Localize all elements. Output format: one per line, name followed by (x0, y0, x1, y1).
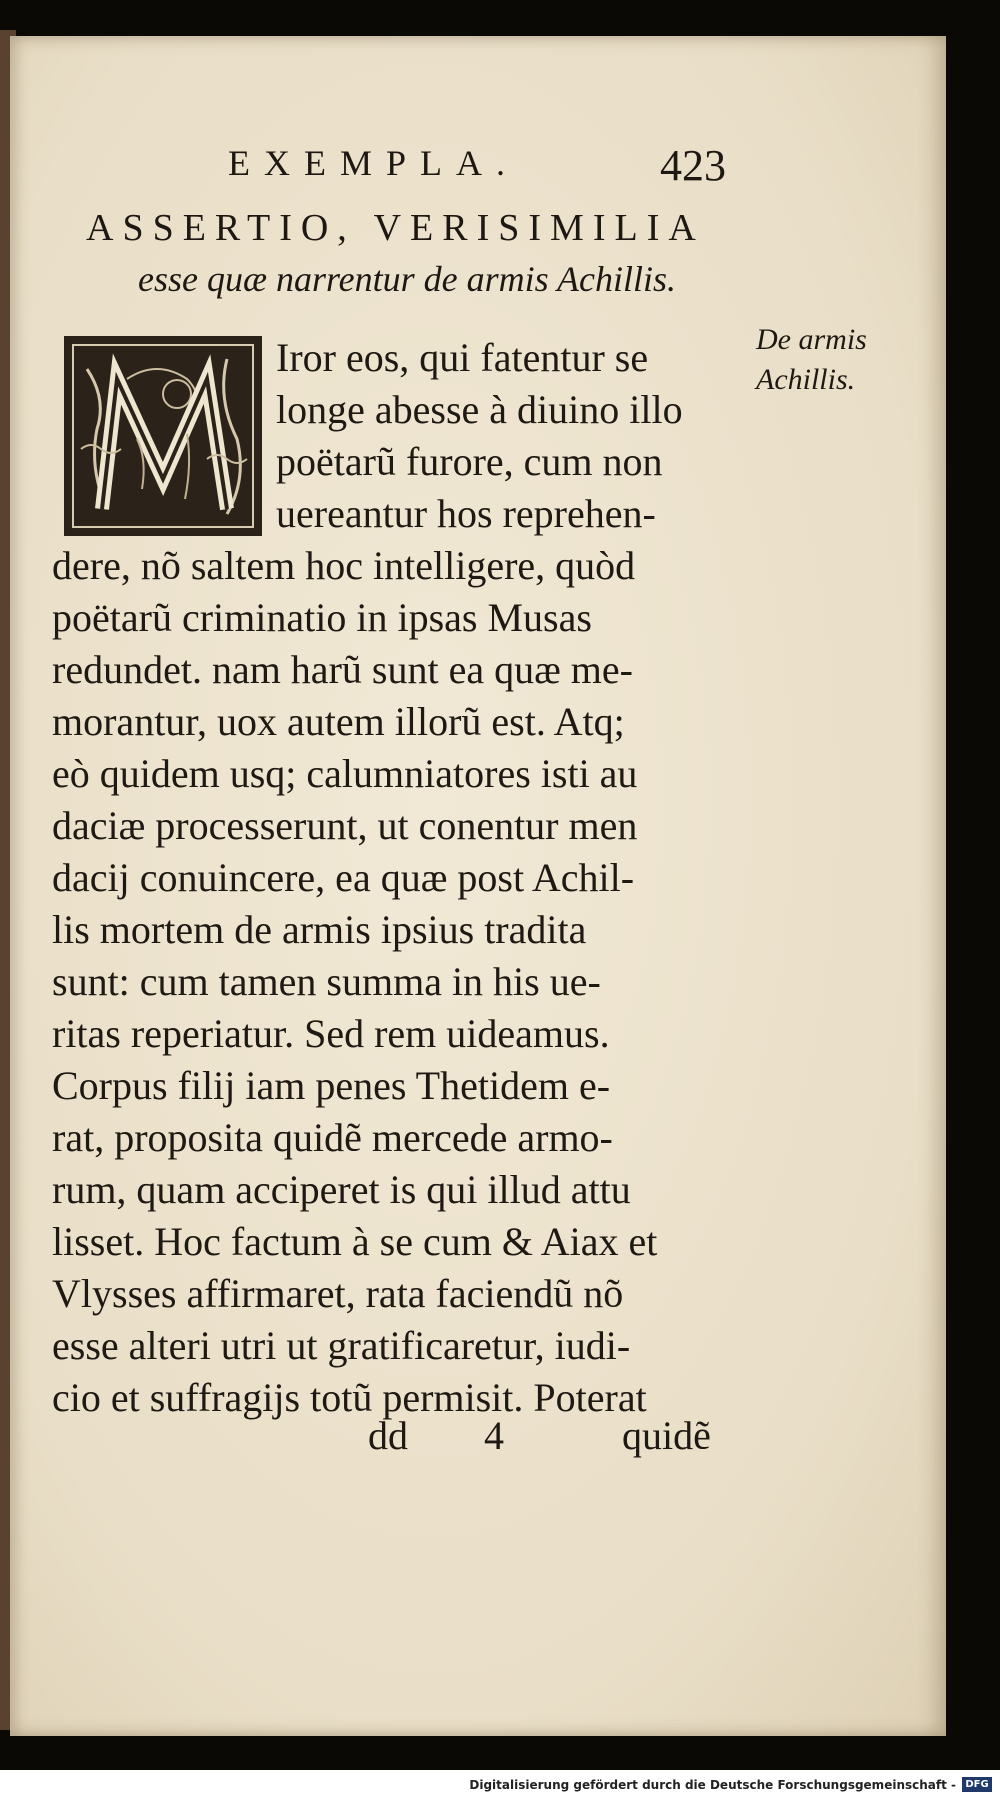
body-line: cio et suffragijs totũ permisit. Poterat (52, 1375, 647, 1420)
body-line: rat, proposita quidẽ mercede armo- (52, 1115, 613, 1160)
chapter-title-line-1: ASSERTIO, VERISIMILIA (86, 207, 705, 249)
signature-number: 4 (484, 1413, 504, 1458)
dfg-logo-icon: DFG (962, 1777, 992, 1792)
body-line: Iror eos, qui fatentur se (276, 335, 649, 380)
chapter-title-line-2: esse quæ narrentur de armis Achillis. (138, 259, 676, 299)
body-line: lisset. Hoc factum à se cum & Aiax et (52, 1219, 658, 1264)
digitization-footer (0, 1770, 1000, 1800)
body-line: Vlysses affirmaret, rata faciendũ nõ (52, 1271, 624, 1316)
body-line: dere, nõ saltem hoc intelligere, quòd (52, 543, 636, 588)
body-line: poëtarũ criminatio in ipsas Musas (52, 595, 592, 640)
signature-mark: dd (368, 1413, 408, 1458)
body-line: longe abesse à diuino illo (276, 387, 683, 432)
body-line: dacij conuincere, ea quæ post Achil- (52, 855, 635, 900)
running-head: EXEMPLA. (228, 143, 519, 183)
body-line: ritas reperiatur. Sed rem uideamus. (52, 1011, 610, 1056)
body-line: rum, quam acciperet is qui illud attu (52, 1167, 631, 1212)
body-line: eò quidem usq; calumniatores isti au (52, 751, 638, 796)
footer-credit: Digitalisierung gefördert durch die Deutsche Forschungsgemeinschaft - (469, 1778, 956, 1792)
body-line: sunt: cum tamen summa in his ue- (52, 959, 601, 1004)
woodcut-initial-image (67, 339, 259, 533)
marginal-note-line-1: De armis (756, 323, 867, 356)
body-line: esse alteri utri ut gratificaretur, iudi- (52, 1323, 631, 1368)
page-number: 423 (660, 141, 726, 190)
body-line: morantur, uox autem illorũ est. Atq; (52, 699, 625, 744)
body-line: Corpus filij iam penes Thetidem e- (52, 1063, 611, 1108)
marginal-note-line-2: Achillis. (756, 363, 856, 396)
body-line: daciæ processerunt, ut conentur men (52, 803, 638, 848)
decorated-initial-m-woodcut (64, 336, 262, 536)
body-line: poëtarũ furore, cum non (276, 439, 663, 484)
body-line: uereantur hos reprehen- (276, 491, 656, 536)
body-line: redundet. nam harũ sunt ea quæ me- (52, 647, 633, 692)
catchword: quidẽ (622, 1413, 711, 1458)
body-line: lis mortem de armis ipsius tradita (52, 907, 587, 952)
marginal-note (756, 320, 867, 400)
